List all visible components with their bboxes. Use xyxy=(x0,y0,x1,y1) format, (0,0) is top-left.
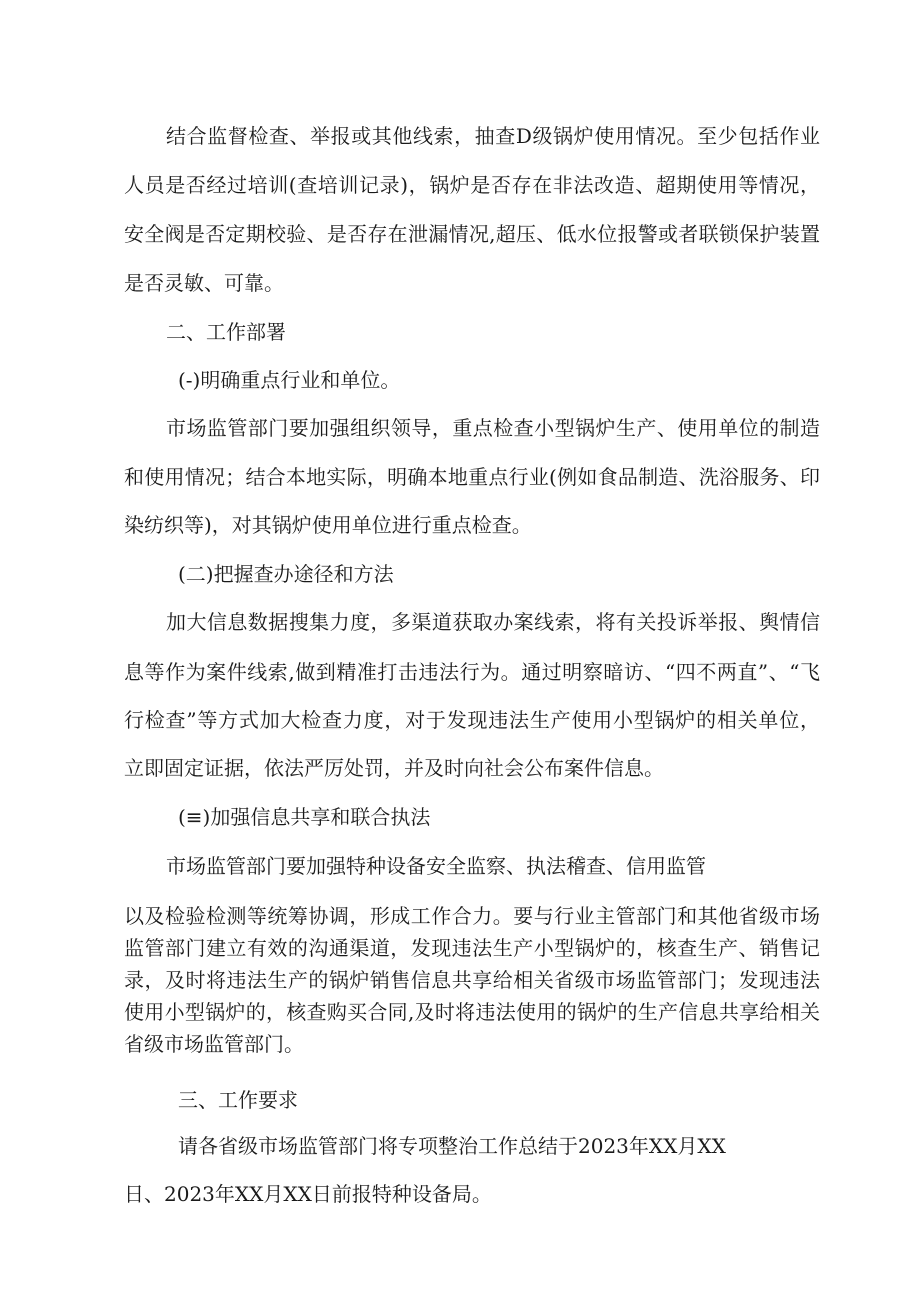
para4-body xyxy=(124,900,820,1060)
para4-first-line: 市场监管部门要加强特种设备安全监察、执法稽查、信用监管 xyxy=(166,854,706,878)
para1-line-2: 人员是否经过培训(查培训记录)，锅炉是否存在非法改造、超期使用等情况， xyxy=(124,173,820,197)
sub2-title: (二)把握查办途径和方法 xyxy=(178,562,394,586)
para3-line-3: 行检查”等方式加大检查力度，对于发现违法生产使用小型锅炉的相关单位， xyxy=(124,708,820,732)
section3-title: 三、工作要求 xyxy=(178,1088,298,1112)
para5-line-2: 日、2023年XX月XX日前报特种设备局。 xyxy=(124,1182,492,1206)
para1-line-3: 安全阀是否定期校验、是否存在泄漏情况,超压、低水位报警或者联锁保护装置 xyxy=(124,222,820,246)
para2-line-2: 和使用情况；结合本地实际，明确本地重点行业(例如食品制造、洗浴服务、印 xyxy=(124,465,820,489)
para2-line-1: 市场监管部门要加强组织领导，重点检查小型锅炉生产、使用单位的制造 xyxy=(166,416,820,440)
para4-line-4: 使用小型锅炉的，核查购买合同,及时将违法使用的锅炉的生产信息共享给相关 xyxy=(124,1000,820,1024)
sub1-title: (-)明确重点行业和单位。 xyxy=(178,368,401,392)
para4-line-2: 监管部门建立有效的沟通渠道，发现违法生产小型锅炉的，核查生产、销售记 xyxy=(124,936,820,960)
para4-line-1: 以及检验检测等统筹协调，形成工作合力。要与行业主管部门和其他省级市场 xyxy=(124,904,820,928)
para2-line-3: 染纺织等)，对其锅炉使用单位进行重点检查。 xyxy=(124,513,532,537)
para4-line-3: 录，及时将违法生产的锅炉销售信息共享给相关省级市场监管部门；发现违法 xyxy=(124,968,820,992)
para4-line-5: 省级市场监管部门。 xyxy=(124,1032,304,1056)
sub3-title: (≡)加强信息共享和联合执法 xyxy=(178,805,431,829)
section2-title: 二、工作部署 xyxy=(166,320,286,344)
para3-line-4: 立即固定证据，依法严厉处罚，并及时向社会公布案件信息。 xyxy=(124,756,664,780)
para1-line-1: 结合监督检查、举报或其他线索，抽查D级锅炉使用情况。至少包括作业 xyxy=(166,124,820,148)
para3-line-1: 加大信息数据搜集力度，多渠道获取办案线索，将有关投诉举报、舆情信 xyxy=(166,610,820,634)
para3-line-2: 息等作为案件线索,做到精准打击违法行为。通过明察暗访、“四不两直”、“飞 xyxy=(124,660,820,684)
para1-line-4: 是否灵敏、可靠。 xyxy=(124,271,284,295)
para5-line-1: 请各省级市场监管部门将专项整治工作总结于2023年XX月XX xyxy=(178,1134,726,1158)
